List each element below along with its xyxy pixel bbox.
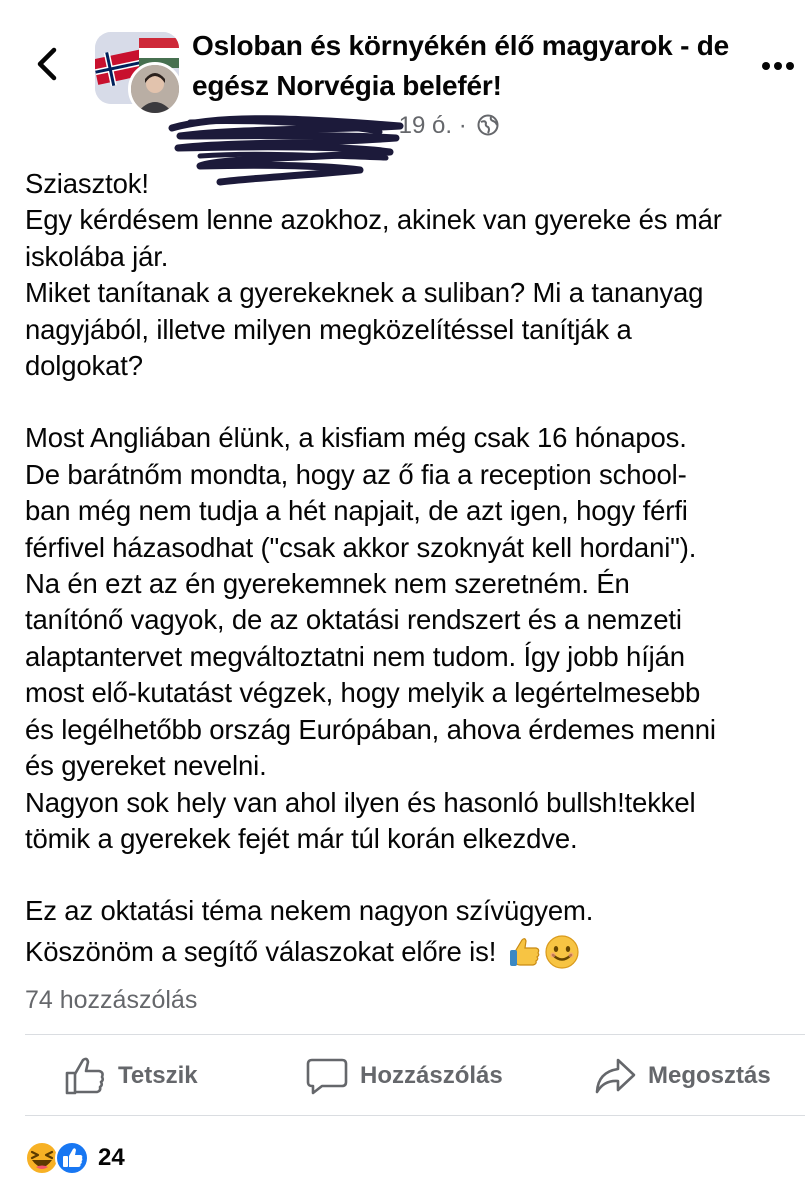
post-text-line: és gyereket nevelni.	[25, 750, 267, 782]
more-dots-icon	[758, 56, 798, 76]
thanks-text: Köszönöm a segítő válaszokat előre is!	[25, 935, 497, 967]
post-text-line: nagyjából, illetve milyen megközelítéssel tanítják a	[25, 313, 632, 345]
post-header	[0, 0, 811, 160]
post-text-line: Egy kérdésem lenne azokhoz, akinek van gyereke és már	[25, 204, 722, 236]
comment-label: Hozzászólás	[360, 1062, 503, 1089]
like-reaction-icon	[54, 1140, 90, 1176]
post-text-line: dolgokat?	[25, 350, 143, 382]
back-button[interactable]	[30, 42, 66, 86]
thumbs-up-emoji-icon	[506, 934, 542, 970]
smiling-face-emoji-icon	[544, 934, 580, 970]
post-text-line: alaptantervet megváltoztatni nem tudom. Így jobb híján	[25, 640, 685, 672]
post-text-line: Na én ezt az én gyerekemnek nem szeretném. Én	[25, 568, 630, 600]
post-text-line: és legélhetőbb ország Európában, ahova érdemes menni	[25, 713, 716, 745]
thumbs-up-outline-icon	[64, 1056, 106, 1096]
share-arrow-icon	[594, 1056, 636, 1096]
action-bar	[0, 1038, 811, 1114]
post-text-line: tanítónő vagyok, de az oktatási rendszert és a nemzeti	[25, 604, 682, 636]
post-time[interactable]: 19 ó.	[398, 112, 453, 139]
author-avatar[interactable]	[128, 62, 182, 116]
globe-icon	[477, 114, 499, 136]
reaction-summary[interactable]	[24, 1140, 125, 1176]
post-text-line: iskolába jár.	[25, 240, 169, 272]
post-text-line: Miket tanítanak a gyerekeknek a suliban? Mi a tananyag	[25, 277, 704, 309]
paragraph-gap	[25, 384, 805, 420]
like-label: Tetszik	[118, 1062, 198, 1089]
post-body	[25, 166, 805, 970]
paragraph-gap	[25, 857, 805, 893]
post-text-line: tömik a gyerekek fejét már túl korán elkezdve.	[25, 822, 578, 854]
post-text-line: Ez az oktatási téma nekem nagyon szívügyem.	[25, 895, 594, 927]
post-text-line: most elő-kutatást végzek, hogy melyik a legértelmesebb	[25, 677, 701, 709]
post-text-line: Sziasztok!	[25, 168, 149, 199]
comment-bubble-icon	[306, 1056, 348, 1096]
meta-separator: ·	[458, 112, 467, 139]
chevron-left-icon	[30, 42, 66, 86]
post-text-line: férfivel házasodhat ("csak akkor szoknyát kell hordani").	[25, 531, 697, 563]
post-text-line: Nagyon sok hely van ahol ilyen és hasonló bullsh!tekkel	[25, 786, 696, 818]
post-text-line: De barátnőm mondta, hogy az ő fia a reception school-	[25, 458, 687, 490]
divider-top	[25, 1034, 805, 1035]
post-meta	[192, 110, 499, 142]
post-text-line: Most Angliában élünk, a kisfiam még csak 16 hónapos.	[25, 422, 687, 454]
post-text-line-thanks	[25, 934, 805, 970]
post-text-line: ban még nem tudja a hét napjait, de azt igen, hogy férfi	[25, 495, 688, 527]
share-button[interactable]	[594, 1038, 771, 1114]
comments-count[interactable]: 74 hozzászólás	[25, 986, 198, 1014]
group-title[interactable]: Osloban és környékén élő magyarok - de egész Norvégia belefér!	[192, 30, 730, 101]
like-button[interactable]	[64, 1038, 198, 1114]
comment-button[interactable]	[306, 1038, 503, 1114]
reaction-count: 24	[98, 1144, 125, 1171]
divider-bottom	[25, 1115, 805, 1116]
more-options-button[interactable]	[758, 56, 798, 76]
share-label: Megosztás	[648, 1062, 771, 1089]
